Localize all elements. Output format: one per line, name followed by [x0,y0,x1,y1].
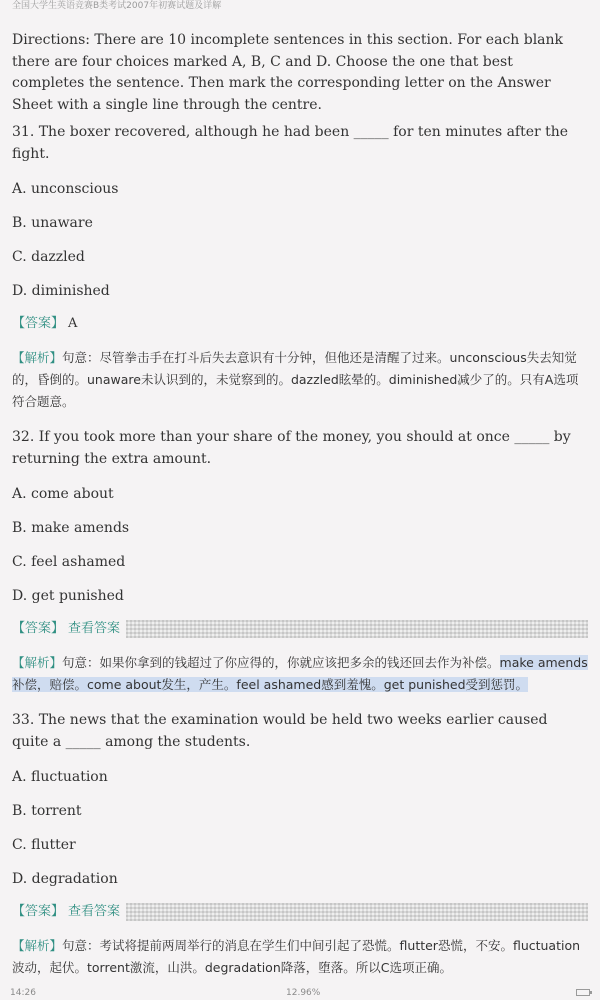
question-31-stem: 31. The boxer recovered, although he had been _____ for ten minutes after the fight. [12,124,569,162]
answer-value: A [68,316,78,331]
explanation-text: 句意：尽管拳击手在打斗后失去意识有十分钟，但他还是清醒了过来。unconscious失去知觉的，昏倒的。unaware未认识到的，未觉察到的。dazzled眩晕的。diminished减少了的。只有A选项符合题意。 [12,350,579,409]
question-32-answer [12,619,588,639]
explanation-tag: 【解析】 [12,938,63,953]
question-33-stem: 33. The news that the examination would be held two weeks earlier caused quite a _____ among the students. [12,712,548,750]
question-31-option-c: C. dazzled [12,249,85,265]
question-31-option-b: B. unaware [12,215,93,231]
hidden-answer-mask[interactable] [126,903,588,921]
document-body [12,30,588,979]
question-31-explanation [12,347,588,413]
answer-tag: 【答案】 [12,621,65,636]
question-32-option-d: D. get punished [12,588,124,604]
reading-progress: 12.96% [286,988,321,998]
view-answer-link[interactable]: 查看答案 [68,621,121,636]
explanation-tag: 【解析】 [12,655,63,670]
question-33-option-b: B. torrent [12,803,82,819]
answer-tag: 【答案】 [12,316,65,331]
clock: 14:26 [10,988,36,998]
battery-icon [576,989,590,996]
explanation-tag: 【解析】 [12,350,63,365]
question-32-stem: 32. If you took more than your share of the money, you should at once _____ by returning the extra amount. [12,429,571,467]
question-31-option-d: D. diminished [12,283,110,299]
hidden-answer-mask[interactable] [126,620,588,638]
question-31-answer [12,314,588,334]
question-32-option-b: B. make amends [12,520,130,536]
question-32-explanation [12,652,588,696]
highlighted-text[interactable]: make amends补偿，赔偿。come about发生，产生。feel ashamed感到羞愧。get punished受到惩罚。 [12,655,588,692]
question-33-option-d: D. degradation [12,871,118,887]
document-title: 全国大学生英语竞赛B类考试2007年初赛试题及详解 [12,1,222,11]
question-33-option-c: C. flutter [12,837,76,853]
question-32-option-a: A. come about [12,486,114,502]
question-33-explanation [12,935,588,979]
question-31-option-a: A. unconscious [12,181,119,197]
question-33-option-a: A. fluctuation [12,769,108,785]
question-33-answer [12,902,588,922]
directions: Directions: There are 10 incomplete sentences in this section. For each blank there are four choices marked A, B, C and D. Choose the one that best completes the sentence. Then mark the corresponding letter on the Answer Sheet with a single line through the centre. [12,32,564,113]
explanation-text: 句意：考试将提前两周举行的消息在学生们中间引起了恐慌。flutter恐慌，不安。fluctuation波动，起伏。torrent激流，山洪。degradation降落，堕落。所以C选项正确。 [12,938,581,975]
answer-tag: 【答案】 [12,904,65,919]
explanation-text: 句意：如果你拿到的钱超过了你应得的，你就应该把多余的钱还回去作为补偿。 [62,655,500,670]
question-32-option-c: C. feel ashamed [12,554,126,570]
view-answer-link[interactable]: 查看答案 [68,904,121,919]
status-bar [0,986,600,1000]
